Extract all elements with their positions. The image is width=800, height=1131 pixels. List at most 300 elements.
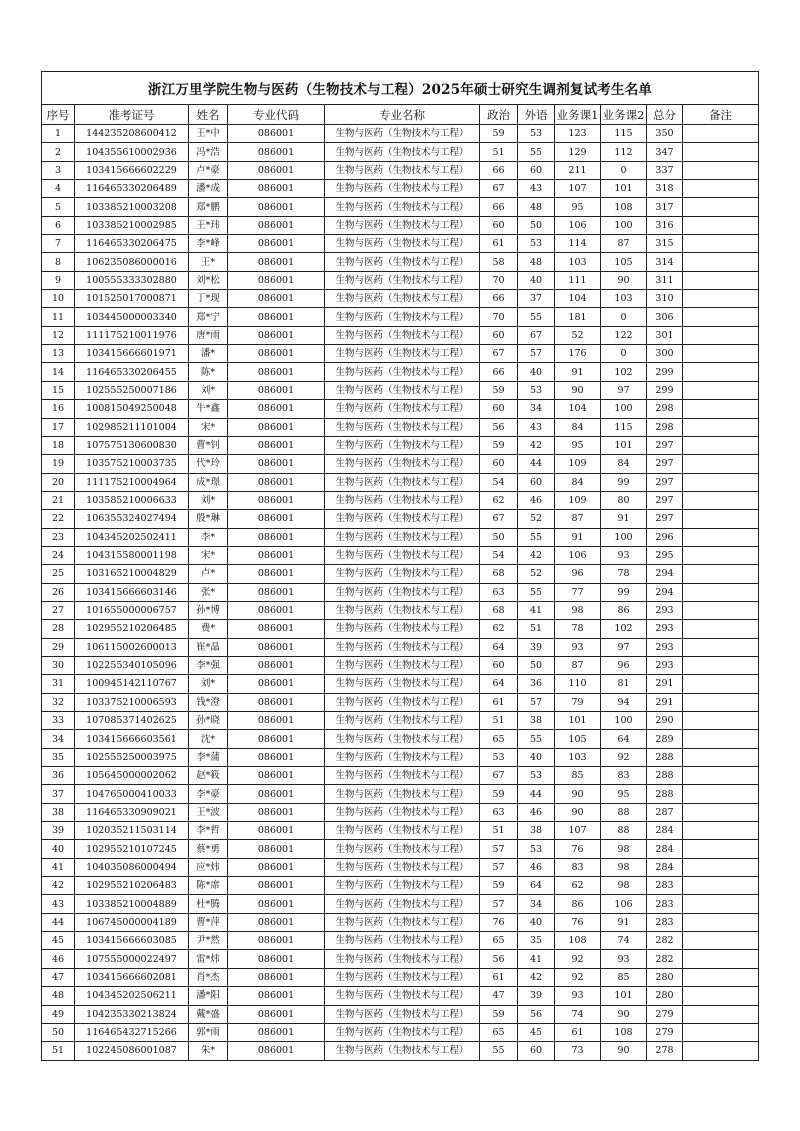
foreign-language-score-cell: 35 xyxy=(518,932,555,950)
seq-cell: 8 xyxy=(42,253,75,271)
seq-cell: 34 xyxy=(42,730,75,748)
seq-cell: 26 xyxy=(42,583,75,601)
total-score-cell: 288 xyxy=(647,785,683,803)
column-header: 总分 xyxy=(647,105,683,125)
foreign-language-score-cell: 42 xyxy=(518,436,555,454)
major-name-cell: 生物与医药（生物技术与工程） xyxy=(325,950,480,968)
name-cell: 刘* xyxy=(189,675,228,693)
course1-score-cell: 90 xyxy=(555,381,601,399)
table-row xyxy=(42,436,759,454)
course2-score-cell: 108 xyxy=(601,198,647,216)
name-cell: 刘* xyxy=(189,381,228,399)
total-score-cell: 293 xyxy=(647,656,683,674)
course1-score-cell: 95 xyxy=(555,436,601,454)
total-score-cell: 288 xyxy=(647,767,683,785)
total-score-cell: 347 xyxy=(647,143,683,161)
foreign-language-score-cell: 40 xyxy=(518,363,555,381)
seq-cell: 17 xyxy=(42,418,75,436)
major-code-cell: 086001 xyxy=(228,950,325,968)
politics-score-cell: 65 xyxy=(480,932,518,950)
exam-id-cell: 104345202502411 xyxy=(75,528,189,546)
table-row xyxy=(42,271,759,289)
politics-score-cell: 55 xyxy=(480,1042,518,1060)
total-score-cell: 297 xyxy=(647,491,683,509)
name-cell: 应*炜 xyxy=(189,858,228,876)
major-code-cell: 086001 xyxy=(228,1042,325,1060)
course2-score-cell: 98 xyxy=(601,877,647,895)
major-name-cell: 生物与医药（生物技术与工程） xyxy=(325,473,480,491)
total-score-cell: 284 xyxy=(647,858,683,876)
seq-cell: 38 xyxy=(42,803,75,821)
politics-score-cell: 56 xyxy=(480,950,518,968)
table-row xyxy=(42,125,759,143)
foreign-language-score-cell: 38 xyxy=(518,822,555,840)
exam-id-cell: 103585210006633 xyxy=(75,491,189,509)
exam-id-cell: 104345202506211 xyxy=(75,987,189,1005)
total-score-cell: 291 xyxy=(647,693,683,711)
course1-score-cell: 109 xyxy=(555,455,601,473)
major-name-cell: 生物与医药（生物技术与工程） xyxy=(325,308,480,326)
seq-cell: 32 xyxy=(42,693,75,711)
course1-score-cell: 103 xyxy=(555,253,601,271)
course2-score-cell: 102 xyxy=(601,363,647,381)
remark-cell xyxy=(683,932,759,950)
course1-score-cell: 107 xyxy=(555,822,601,840)
major-name-cell: 生物与医药（生物技术与工程） xyxy=(325,748,480,766)
name-cell: 李* xyxy=(189,528,228,546)
remark-cell xyxy=(683,198,759,216)
table-row xyxy=(42,638,759,656)
exam-id-cell: 116465330206475 xyxy=(75,235,189,253)
seq-cell: 30 xyxy=(42,656,75,674)
major-code-cell: 086001 xyxy=(228,418,325,436)
table-row xyxy=(42,345,759,363)
major-name-cell: 生物与医药（生物技术与工程） xyxy=(325,235,480,253)
remark-cell xyxy=(683,143,759,161)
foreign-language-score-cell: 46 xyxy=(518,491,555,509)
name-cell: 丁*现 xyxy=(189,290,228,308)
total-score-cell: 293 xyxy=(647,620,683,638)
major-code-cell: 086001 xyxy=(228,693,325,711)
exam-id-cell: 102255340105096 xyxy=(75,656,189,674)
foreign-language-score-cell: 45 xyxy=(518,1023,555,1041)
seq-cell: 24 xyxy=(42,546,75,564)
exam-id-cell: 102245086001087 xyxy=(75,1042,189,1060)
politics-score-cell: 50 xyxy=(480,528,518,546)
seq-cell: 6 xyxy=(42,216,75,234)
remark-cell xyxy=(683,656,759,674)
course2-score-cell: 92 xyxy=(601,748,647,766)
foreign-language-score-cell: 67 xyxy=(518,326,555,344)
total-score-cell: 284 xyxy=(647,822,683,840)
table-row xyxy=(42,730,759,748)
course1-score-cell: 110 xyxy=(555,675,601,693)
total-score-cell: 291 xyxy=(647,675,683,693)
course1-score-cell: 74 xyxy=(555,1005,601,1023)
major-name-cell: 生物与医药（生物技术与工程） xyxy=(325,656,480,674)
course2-score-cell: 97 xyxy=(601,638,647,656)
table-row xyxy=(42,987,759,1005)
major-name-cell: 生物与医药（生物技术与工程） xyxy=(325,363,480,381)
seq-cell: 10 xyxy=(42,290,75,308)
table-row xyxy=(42,913,759,931)
exam-id-cell: 102985211101004 xyxy=(75,418,189,436)
course2-score-cell: 84 xyxy=(601,455,647,473)
course2-score-cell: 90 xyxy=(601,271,647,289)
politics-score-cell: 54 xyxy=(480,473,518,491)
foreign-language-score-cell: 50 xyxy=(518,656,555,674)
major-name-cell: 生物与医药（生物技术与工程） xyxy=(325,253,480,271)
course2-score-cell: 90 xyxy=(601,1005,647,1023)
remark-cell xyxy=(683,216,759,234)
major-name-cell: 生物与医药（生物技术与工程） xyxy=(325,730,480,748)
major-name-cell: 生物与医药（生物技术与工程） xyxy=(325,528,480,546)
remark-cell xyxy=(683,436,759,454)
course1-score-cell: 91 xyxy=(555,528,601,546)
remark-cell xyxy=(683,161,759,179)
total-score-cell: 287 xyxy=(647,803,683,821)
major-name-cell: 生物与医药（生物技术与工程） xyxy=(325,638,480,656)
name-cell: 王*玮 xyxy=(189,216,228,234)
column-header-row xyxy=(42,105,759,125)
major-code-cell: 086001 xyxy=(228,326,325,344)
major-name-cell: 生物与医药（生物技术与工程） xyxy=(325,693,480,711)
course2-score-cell: 101 xyxy=(601,987,647,1005)
exam-id-cell: 111175210011976 xyxy=(75,326,189,344)
seq-cell: 39 xyxy=(42,822,75,840)
column-header: 备注 xyxy=(683,105,759,125)
major-name-cell: 生物与医药（生物技术与工程） xyxy=(325,803,480,821)
course2-score-cell: 100 xyxy=(601,216,647,234)
politics-score-cell: 57 xyxy=(480,840,518,858)
name-cell: 宋* xyxy=(189,546,228,564)
table-row xyxy=(42,950,759,968)
remark-cell xyxy=(683,290,759,308)
major-name-cell: 生物与医药（生物技术与工程） xyxy=(325,491,480,509)
exam-id-cell: 102955210206483 xyxy=(75,877,189,895)
foreign-language-score-cell: 38 xyxy=(518,712,555,730)
exam-id-cell: 100815049250048 xyxy=(75,400,189,418)
major-code-cell: 086001 xyxy=(228,858,325,876)
major-name-cell: 生物与医药（生物技术与工程） xyxy=(325,675,480,693)
foreign-language-score-cell: 55 xyxy=(518,730,555,748)
major-name-cell: 生物与医药（生物技术与工程） xyxy=(325,400,480,418)
exam-id-cell: 107085371402625 xyxy=(75,712,189,730)
table-row xyxy=(42,601,759,619)
exam-id-cell: 106115002600013 xyxy=(75,638,189,656)
politics-score-cell: 66 xyxy=(480,363,518,381)
course1-score-cell: 90 xyxy=(555,785,601,803)
seq-cell: 25 xyxy=(42,565,75,583)
foreign-language-score-cell: 34 xyxy=(518,895,555,913)
column-header: 专业代码 xyxy=(228,105,325,125)
exam-id-cell: 111175210004964 xyxy=(75,473,189,491)
exam-id-cell: 104315580001198 xyxy=(75,546,189,564)
seq-cell: 48 xyxy=(42,987,75,1005)
major-name-cell: 生物与医药（生物技术与工程） xyxy=(325,840,480,858)
major-name-cell: 生物与医药（生物技术与工程） xyxy=(325,785,480,803)
total-score-cell: 316 xyxy=(647,216,683,234)
foreign-language-score-cell: 44 xyxy=(518,785,555,803)
name-cell: 李*峰 xyxy=(189,235,228,253)
name-cell: 杜*腾 xyxy=(189,895,228,913)
major-name-cell: 生物与医药（生物技术与工程） xyxy=(325,326,480,344)
politics-score-cell: 57 xyxy=(480,895,518,913)
major-name-cell: 生物与医药（生物技术与工程） xyxy=(325,1023,480,1041)
foreign-language-score-cell: 37 xyxy=(518,290,555,308)
major-code-cell: 086001 xyxy=(228,656,325,674)
name-cell: 曹*萍 xyxy=(189,913,228,931)
course1-score-cell: 181 xyxy=(555,308,601,326)
name-cell: 崔*晶 xyxy=(189,638,228,656)
course1-score-cell: 61 xyxy=(555,1023,601,1041)
remark-cell xyxy=(683,950,759,968)
major-code-cell: 086001 xyxy=(228,785,325,803)
table-row xyxy=(42,198,759,216)
politics-score-cell: 63 xyxy=(480,583,518,601)
course2-score-cell: 122 xyxy=(601,326,647,344)
major-name-cell: 生物与医药（生物技术与工程） xyxy=(325,565,480,583)
column-header: 准考证号 xyxy=(75,105,189,125)
seq-cell: 20 xyxy=(42,473,75,491)
total-score-cell: 290 xyxy=(647,712,683,730)
total-score-cell: 282 xyxy=(647,932,683,950)
name-cell: 尹*然 xyxy=(189,932,228,950)
seq-cell: 2 xyxy=(42,143,75,161)
remark-cell xyxy=(683,913,759,931)
table-row xyxy=(42,932,759,950)
course2-score-cell: 106 xyxy=(601,895,647,913)
course1-score-cell: 85 xyxy=(555,767,601,785)
major-name-cell: 生物与医药（生物技术与工程） xyxy=(325,767,480,785)
course2-score-cell: 88 xyxy=(601,803,647,821)
remark-cell xyxy=(683,895,759,913)
foreign-language-score-cell: 55 xyxy=(518,143,555,161)
major-code-cell: 086001 xyxy=(228,987,325,1005)
exam-id-cell: 100555333302880 xyxy=(75,271,189,289)
course1-score-cell: 86 xyxy=(555,895,601,913)
seq-cell: 9 xyxy=(42,271,75,289)
seq-cell: 23 xyxy=(42,528,75,546)
major-name-cell: 生物与医药（生物技术与工程） xyxy=(325,877,480,895)
foreign-language-score-cell: 53 xyxy=(518,235,555,253)
seq-cell: 4 xyxy=(42,180,75,198)
table-row xyxy=(42,528,759,546)
total-score-cell: 293 xyxy=(647,638,683,656)
major-code-cell: 086001 xyxy=(228,345,325,363)
major-name-cell: 生物与医药（生物技术与工程） xyxy=(325,987,480,1005)
remark-cell xyxy=(683,712,759,730)
foreign-language-score-cell: 53 xyxy=(518,767,555,785)
name-cell: 潘* xyxy=(189,345,228,363)
total-score-cell: 297 xyxy=(647,436,683,454)
foreign-language-score-cell: 40 xyxy=(518,271,555,289)
remark-cell xyxy=(683,693,759,711)
major-name-cell: 生物与医药（生物技术与工程） xyxy=(325,290,480,308)
table-row xyxy=(42,693,759,711)
course1-score-cell: 78 xyxy=(555,620,601,638)
exam-id-cell: 103415666602081 xyxy=(75,968,189,986)
politics-score-cell: 64 xyxy=(480,638,518,656)
course2-score-cell: 101 xyxy=(601,436,647,454)
foreign-language-score-cell: 60 xyxy=(518,161,555,179)
major-name-cell: 生物与医药（生物技术与工程） xyxy=(325,601,480,619)
major-code-cell: 086001 xyxy=(228,473,325,491)
major-code-cell: 086001 xyxy=(228,253,325,271)
seq-cell: 51 xyxy=(42,1042,75,1060)
table-row xyxy=(42,161,759,179)
table-row xyxy=(42,785,759,803)
name-cell: 刘* xyxy=(189,491,228,509)
politics-score-cell: 59 xyxy=(480,125,518,143)
exam-id-cell: 103575210003735 xyxy=(75,455,189,473)
major-code-cell: 086001 xyxy=(228,528,325,546)
name-cell: 唐*雨 xyxy=(189,326,228,344)
table-row xyxy=(42,620,759,638)
course1-score-cell: 96 xyxy=(555,565,601,583)
major-code-cell: 086001 xyxy=(228,510,325,528)
foreign-language-score-cell: 55 xyxy=(518,528,555,546)
politics-score-cell: 53 xyxy=(480,748,518,766)
exam-id-cell: 103415666603561 xyxy=(75,730,189,748)
major-code-cell: 086001 xyxy=(228,712,325,730)
major-code-cell: 086001 xyxy=(228,180,325,198)
course2-score-cell: 115 xyxy=(601,125,647,143)
exam-id-cell: 107575130600830 xyxy=(75,436,189,454)
major-code-cell: 086001 xyxy=(228,308,325,326)
candidate-table xyxy=(41,71,759,1061)
course1-score-cell: 87 xyxy=(555,510,601,528)
total-score-cell: 298 xyxy=(647,418,683,436)
politics-score-cell: 64 xyxy=(480,675,518,693)
foreign-language-score-cell: 50 xyxy=(518,216,555,234)
remark-cell xyxy=(683,528,759,546)
name-cell: 李*豪 xyxy=(189,785,228,803)
foreign-language-score-cell: 57 xyxy=(518,693,555,711)
total-score-cell: 283 xyxy=(647,913,683,931)
course1-score-cell: 101 xyxy=(555,712,601,730)
major-name-cell: 生物与医药（生物技术与工程） xyxy=(325,620,480,638)
total-score-cell: 337 xyxy=(647,161,683,179)
table-row xyxy=(42,822,759,840)
seq-cell: 44 xyxy=(42,913,75,931)
remark-cell xyxy=(683,381,759,399)
table-row xyxy=(42,968,759,986)
course2-score-cell: 0 xyxy=(601,161,647,179)
course2-score-cell: 97 xyxy=(601,381,647,399)
exam-id-cell: 103375210006593 xyxy=(75,693,189,711)
exam-id-cell: 103415666603085 xyxy=(75,932,189,950)
course1-score-cell: 77 xyxy=(555,583,601,601)
remark-cell xyxy=(683,1005,759,1023)
major-code-cell: 086001 xyxy=(228,620,325,638)
politics-score-cell: 62 xyxy=(480,620,518,638)
course2-score-cell: 0 xyxy=(601,308,647,326)
politics-score-cell: 60 xyxy=(480,455,518,473)
politics-score-cell: 67 xyxy=(480,180,518,198)
exam-id-cell: 103385210003208 xyxy=(75,198,189,216)
course2-score-cell: 87 xyxy=(601,235,647,253)
name-cell: 曹*钊 xyxy=(189,436,228,454)
total-score-cell: 295 xyxy=(647,546,683,564)
major-name-cell: 生物与医药（生物技术与工程） xyxy=(325,143,480,161)
seq-cell: 41 xyxy=(42,858,75,876)
remark-cell xyxy=(683,968,759,986)
politics-score-cell: 61 xyxy=(480,968,518,986)
name-cell: 陈*席 xyxy=(189,877,228,895)
total-score-cell: 279 xyxy=(647,1023,683,1041)
exam-id-cell: 106355324027494 xyxy=(75,510,189,528)
total-score-cell: 301 xyxy=(647,326,683,344)
seq-cell: 22 xyxy=(42,510,75,528)
column-header: 外语 xyxy=(518,105,555,125)
total-score-cell: 298 xyxy=(647,400,683,418)
exam-id-cell: 103385210002985 xyxy=(75,216,189,234)
politics-score-cell: 65 xyxy=(480,730,518,748)
exam-id-cell: 116465330206489 xyxy=(75,180,189,198)
major-name-cell: 生物与医药（生物技术与工程） xyxy=(325,1042,480,1060)
politics-score-cell: 65 xyxy=(480,1023,518,1041)
politics-score-cell: 70 xyxy=(480,271,518,289)
major-code-cell: 086001 xyxy=(228,235,325,253)
major-code-cell: 086001 xyxy=(228,840,325,858)
course2-score-cell: 91 xyxy=(601,510,647,528)
exam-id-cell: 104355610002936 xyxy=(75,143,189,161)
foreign-language-score-cell: 43 xyxy=(518,180,555,198)
total-score-cell: 297 xyxy=(647,473,683,491)
politics-score-cell: 59 xyxy=(480,381,518,399)
name-cell: 肖*杰 xyxy=(189,968,228,986)
total-score-cell: 293 xyxy=(647,601,683,619)
table-row xyxy=(42,326,759,344)
page-title: 浙江万里学院生物与医药（生物技术与工程）2025年硕士研究生调剂复试考生名单 xyxy=(42,72,759,105)
course1-score-cell: 90 xyxy=(555,803,601,821)
exam-id-cell: 102035211503114 xyxy=(75,822,189,840)
course2-score-cell: 81 xyxy=(601,675,647,693)
course2-score-cell: 90 xyxy=(601,1042,647,1060)
course1-score-cell: 111 xyxy=(555,271,601,289)
course2-score-cell: 115 xyxy=(601,418,647,436)
major-name-cell: 生物与医药（生物技术与工程） xyxy=(325,932,480,950)
total-score-cell: 299 xyxy=(647,363,683,381)
seq-cell: 37 xyxy=(42,785,75,803)
course1-score-cell: 107 xyxy=(555,180,601,198)
total-score-cell: 280 xyxy=(647,968,683,986)
total-score-cell: 296 xyxy=(647,528,683,546)
seq-cell: 42 xyxy=(42,877,75,895)
major-code-cell: 086001 xyxy=(228,491,325,509)
total-score-cell: 297 xyxy=(647,455,683,473)
foreign-language-score-cell: 41 xyxy=(518,601,555,619)
name-cell: 李*强 xyxy=(189,656,228,674)
total-score-cell: 311 xyxy=(647,271,683,289)
seq-cell: 11 xyxy=(42,308,75,326)
politics-score-cell: 54 xyxy=(480,546,518,564)
politics-score-cell: 60 xyxy=(480,656,518,674)
name-cell: 卢*豪 xyxy=(189,161,228,179)
course2-score-cell: 95 xyxy=(601,785,647,803)
foreign-language-score-cell: 53 xyxy=(518,381,555,399)
total-score-cell: 310 xyxy=(647,290,683,308)
politics-score-cell: 60 xyxy=(480,216,518,234)
politics-score-cell: 76 xyxy=(480,913,518,931)
table-row xyxy=(42,675,759,693)
seq-cell: 27 xyxy=(42,601,75,619)
major-name-cell: 生物与医药（生物技术与工程） xyxy=(325,858,480,876)
course2-score-cell: 96 xyxy=(601,656,647,674)
foreign-language-score-cell: 64 xyxy=(518,877,555,895)
name-cell: 雷*炜 xyxy=(189,950,228,968)
